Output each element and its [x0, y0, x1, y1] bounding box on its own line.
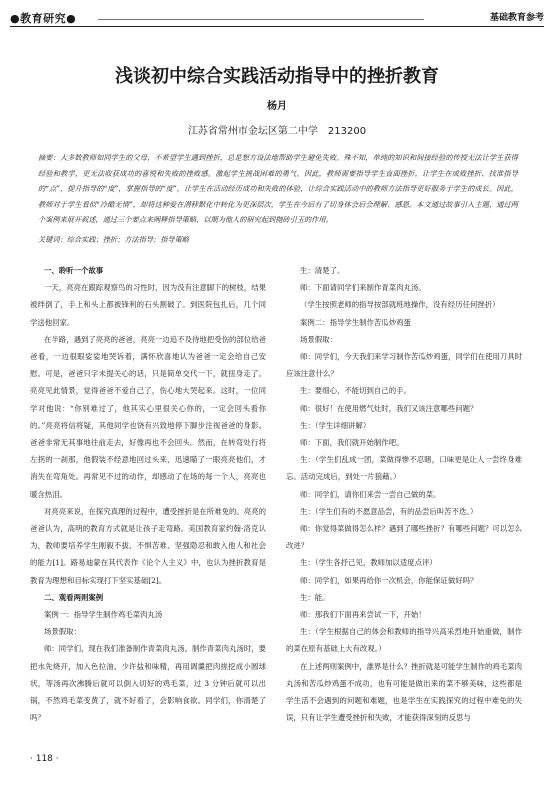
body-paragraph: 生：要细心，不能切到自己的手。 [300, 386, 411, 396]
body-paragraph: 生：（学生们乱成一团，菜做得惨不忍睹，口味更是让人一尝终身难忘。活动完成后，到处一片狼藉。） [286, 455, 522, 482]
article-keywords: 关键词：综合实践；挫折；方法指导；指导策略 [38, 235, 189, 244]
left-column [30, 262, 266, 726]
body-paragraph: 一天，亮亮在跟踪观察鸟的习性时，因为没有注意脚下的树枝，结果被绊倒了，手上和头上都被锋利的石头割破了。到医院包扎后，几个同学送他回家。 [30, 283, 266, 327]
body-paragraph: （学生按照老师的指导按部就班地操作，没有经历任何挫折） [300, 300, 500, 310]
body-paragraph: 师：那我们下面再来尝试一下，开始！ [300, 610, 426, 620]
header-rule [10, 26, 544, 27]
body-paragraph: 在半路，遇到了亮亮的爸爸，亮亮一边追不及待地把受伤的部位给爸爸看，一边很眼娑娑地哭诉着，满怀欣喜地认为爸爸一定会给自己安慰。可是，爸爸只字未提关心的话，只是简单交代一下，就扭身走了。亮亮见此情景，觉得爸爸不爱自己了，伤心地大哭起来。这时，一位同学对他说：“你别难过了，他其实心里很关心你的，一定会回头看你的。”亮亮将信将疑，其他同学也饶有兴致地停下脚步注视爸爸的身影。爸爸非常无其事地往前走去，好像再也不会回头。然而，在转弯处行将左拐的一刹那，他假装不经意地回过头来，迅速瞄了一眼亮亮他们，才消失在弯角处。再常见不过的动作，却感动了在场的每一个人，亮亮也暖含热泪。 [30, 334, 266, 499]
body-paragraph: 师：下面，我们就开始制作吧。 [300, 438, 404, 448]
body-paragraph: 生：清楚了。 [300, 266, 345, 275]
section-label: ●教育研究● [10, 12, 77, 25]
article-abstract: 摘要：大多数教师如同学生的父母，不希望学生遇到挫折，总是想方设法地帮助学生避免失败。殊不知，单纯的知识和间接经验的传授无法让学生获得经验和教学，更无法收获成功的喜悦和失败的挫败感。激起学生挑战困难的勇气。因此，教师需要指导学生直面挫折，让学生在成败挫折、找准指导的“点”，提升指导的“度”，掌握指导的“度”，让学生在活动经历成功和失败的体验，让综合实践活动中的教师方法指导更好服务于学生的成长。因此，教师对于学生看似“冷酷无情”，却将这种爱在潜移默化中转化为更深层次，学生在今后有了切身体会后会理解、感恩。本文通过故事引入主题，通过两个案例来展开叙述，通过三个要点来阐释指导策略，以期为他人的研究起到抛砖引玉的作用。 [38, 153, 518, 224]
body-paragraph: 生：（学生各抒己见，教师加以适度点评） [300, 558, 437, 568]
body-paragraph: 师：同学们，如果再给你一次机会，你能保证做好吗？ [300, 575, 478, 585]
body-paragraph: 师：很好！在使用燃气灶时，我们又该注意哪些问题？ [300, 403, 478, 413]
body-paragraph: 对亮亮来说，在探究真理的过程中，遭受挫折是在所难免的。亮亮的爸爸认为，高明的教育方式就是让孩子走弯路。美国教育家约翰·洛克认为，教师要培养学生刚毅不拔、不惧苦难、坚强隐忍和敢入他人和社会的能力[1]。路易迪蒙在其代表作《论个人主义》中，也认为挫折教育是教育为理想和目标实现打下坚实基础[2]。 [30, 506, 266, 585]
body-paragraph: 师：下面请同学们来制作青菜肉丸汤。 [300, 283, 426, 293]
body-paragraph: 师：同学们，今天我们来学习制作苦瓜炒鸡蛋，同学们在使用刀具时应该注意什么？ [286, 352, 522, 379]
section-heading: 一、聆听一个故事 [44, 266, 104, 275]
case-heading: 场景假取： [44, 627, 81, 637]
case-heading: 场景假取： [300, 334, 337, 344]
article-author: 杨月 [267, 101, 287, 112]
article-title: 浅谈初中综合实践活动指导中的挫折教育 [115, 66, 439, 87]
journal-name: 基础教育参考 [489, 13, 544, 23]
body-paragraph: 师：同学们，现在我们准备制作青菜肉丸汤。制作青菜肉丸汤时，要把水先烧开，加入色拉油、少许盐和味精，再用调羹把肉搓挖成小圆球状，等汤再次沸腾后就可以倒入切好的鸡毛菜，过 3 分钟后就可以出锅，不然鸡毛菜变黄了，就不好看了，会影响食欲。同学们，你清楚了吗？ [30, 644, 266, 723]
page-number: · 118 · [30, 754, 59, 764]
body-paragraph: 生：（学生详细讲解） [300, 420, 371, 430]
body-paragraph: 生：（学生们有的不愿意品尝，有的品尝后叫苦不迭。） [300, 506, 478, 516]
body-paragraph: 师：你觉得菜做得怎么样？遇到了哪些挫折？有哪些问题？可以怎么改进？ [286, 524, 522, 551]
body-paragraph: 在上述两则案例中，誰界是什么？挫折就是可能学生制作的鸡毛菜肉丸汤和苦瓜炒鸡蛋不成功，也有可能是做出来的菜不够美味，这些都是学生活不会遇到的问题和难题，也是学生在实践探究的过程中难免的失误，只有让学生遭受挫折和失败，才能获得深刻的反思与 [286, 661, 522, 723]
case-heading: 案例二：指导学生制作苦瓜炒鸡蛋 [300, 317, 411, 327]
section-heading: 二、观看两则案例 [44, 592, 104, 602]
page-header [10, 8, 544, 28]
article-affiliation: 江苏省常州市金坛区第二中学 213200 [187, 126, 367, 137]
body-paragraph: 生：能。 [300, 592, 330, 602]
case-heading: 案例一：指导学生制作鸡毛菜肉丸汤 [44, 610, 163, 620]
right-column [286, 262, 522, 726]
body-paragraph: 师：同学们，请你们来尝一尝自己做的菜。 [300, 489, 441, 499]
header-divider [98, 19, 424, 20]
body-paragraph: 生：（学生根据自己的体会和教师的指导兴高采烈地开始重做，制作的菜在原有基础上大有改观。） [286, 627, 522, 654]
